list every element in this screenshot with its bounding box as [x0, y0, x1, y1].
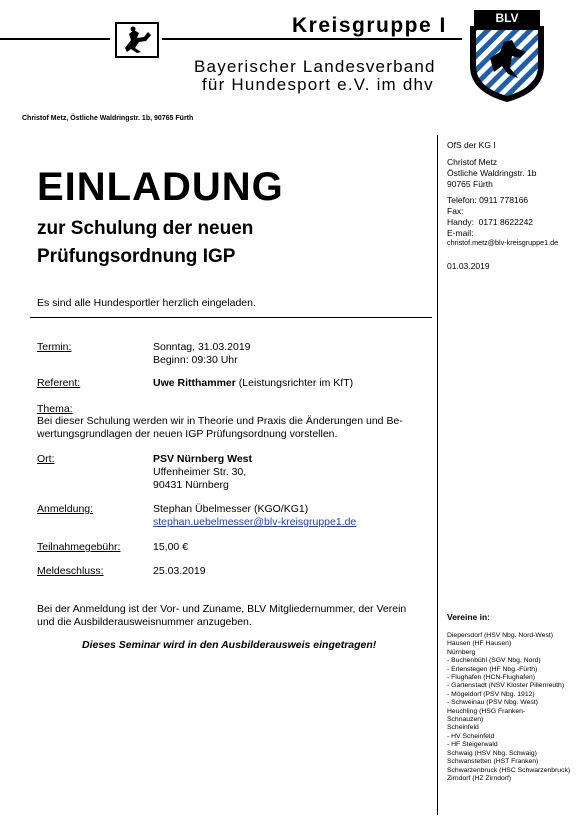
fax-label: Fax: — [447, 206, 464, 216]
closing-text — [37, 603, 427, 629]
group-title: Kreisgruppe I — [292, 14, 447, 37]
ort-label: Ort: — [37, 453, 55, 465]
subtitle-line2: Prüfungsordnung IGP — [37, 246, 236, 267]
meldeschluss-value: 25.03.2019 — [153, 565, 206, 577]
page-title: EINLADUNG — [37, 165, 284, 209]
referent-role: (Leistungsrichter im KfT) — [235, 377, 354, 389]
list-item: Schwanstetten (HST Franken) — [447, 758, 539, 766]
ort-street: Uffenheimer Str. 30, — [153, 466, 247, 478]
list-item: - HF Steigerwald — [447, 741, 498, 749]
sidebar-city: 90765 Fürth — [447, 179, 493, 189]
clubs-list — [447, 632, 580, 783]
sidebar-heading: OfS der KG I — [447, 140, 496, 150]
list-item: Zirndorf (HZ Zirndorf) — [447, 774, 512, 782]
header-rule — [0, 38, 110, 40]
list-item: - Flughafen (HCN-Flughafen) — [447, 674, 536, 682]
referent-label: Referent: — [37, 377, 81, 389]
sidebar-name: Christof Metz — [447, 157, 498, 167]
mobile-value: 0171 8622242 — [478, 217, 534, 227]
invite-text: Es sind alle Hundesportler herzlich eingeladen. — [37, 297, 256, 309]
column-divider — [437, 135, 438, 815]
anmeldung-email-link[interactable]: stephan.uebelmesser@blv-kreisgruppe1.de — [153, 516, 357, 528]
termin-label: Termin: — [37, 341, 72, 353]
sidebar-date: 01.03.2019 — [447, 261, 490, 271]
referent-value — [153, 377, 353, 390]
list-item: Schwarzenbruck (HSC Schwarzenbruck) — [447, 766, 571, 774]
sidebar-email[interactable]: christof.metz@blv-kreisgruppe1.de — [447, 238, 559, 247]
anmeldung-name: Stephan Übelmesser (KGO/KG1) — [153, 503, 309, 515]
thema-line1: Bei dieser Schulung werden wir in Theorie und Praxis die Änderungen und Be- — [37, 415, 403, 427]
ort-city: 90431 Nürnberg — [153, 479, 229, 491]
dog-logo — [115, 22, 159, 58]
ort-name: PSV Nürnberg West — [153, 453, 252, 465]
sidebar-mobile — [447, 217, 533, 228]
thema-text — [37, 415, 422, 441]
meldeschluss-label: Meldeschluss: — [37, 565, 104, 577]
gebuehr-label: Teilnahmegebühr: — [37, 541, 121, 553]
list-item: - Buchenbühl (SGV Nbg. Nord) — [447, 657, 541, 665]
sidebar-fax — [447, 206, 464, 217]
closing-line2: und die Ausbilderausweisnummer anzugeben. — [37, 616, 252, 628]
list-item: Nürnberg — [447, 648, 476, 656]
section-rule — [30, 317, 432, 318]
sidebar-street: Östliche Waldringstr. 1b — [447, 168, 537, 178]
sender-line: Christof Metz, Östliche Waldringstr. 1b, 90765 Fürth — [22, 115, 194, 122]
list-item: Scheinfeld — [447, 724, 479, 732]
thema-line2: wertungsgrundlagen der neuen IGP Prüfungsordnung vorstellen. — [37, 428, 338, 440]
badge-text: BLV — [495, 11, 519, 25]
list-item: - HV Scheinfeld — [447, 732, 495, 740]
phone-value: 0911 778166 — [479, 195, 529, 205]
org-name-line2: für Hundesport e.V. im dhv — [202, 75, 434, 94]
list-item: Hausen (HF Hausen) — [447, 640, 512, 648]
blv-badge — [464, 8, 550, 104]
list-item: Diepersdorf (HSV Nbg. Nord-West) — [447, 632, 554, 639]
list-item: - Gartenstadt (NSV Kloster Pillenreuth) — [447, 682, 565, 690]
closing-line1: Bei der Anmeldung ist der Vor- und Zuname, BLV Mitgliedernummer, der Verein — [37, 603, 407, 615]
list-item: - Mögeldorf (PSV Nbg. 1912) — [447, 690, 535, 698]
header-rule — [162, 38, 462, 40]
list-item: Schwaig (HSV Nbg. Schwaig) — [447, 749, 537, 757]
list-item: Heuchling (HSG Franken- — [447, 707, 526, 715]
list-item: - Erlenstegen (HF Nbg.-Fürth) — [447, 665, 538, 673]
running-dog-icon — [117, 24, 157, 56]
list-item: Schnauzen) — [447, 716, 484, 724]
sidebar-email-label: E-mail: — [447, 228, 474, 238]
thema-label: Thema: — [37, 403, 73, 415]
mobile-label: Handy: — [447, 217, 474, 227]
subtitle-line1: zur Schulung der neuen — [37, 218, 254, 239]
list-item: - Schweinau (PSV Nbg. West) — [447, 699, 538, 707]
termin-time: Beginn: 09:30 Uhr — [153, 354, 238, 366]
seminar-note: Dieses Seminar wird in den Ausbilderausweis eingetragen! — [82, 639, 377, 651]
termin-date: Sonntag, 31.03.2019 — [153, 341, 251, 353]
anmeldung-label: Anmeldung: — [37, 503, 94, 515]
referent-name: Uwe Ritthammer — [153, 377, 236, 389]
phone-label: Telefon: — [447, 195, 477, 205]
clubs-heading: Vereine in: — [447, 612, 490, 622]
org-name-line1: Bayerischer Landesverband — [194, 57, 436, 76]
gebuehr-value: 15,00 € — [153, 541, 189, 553]
sidebar-phone — [447, 195, 528, 206]
